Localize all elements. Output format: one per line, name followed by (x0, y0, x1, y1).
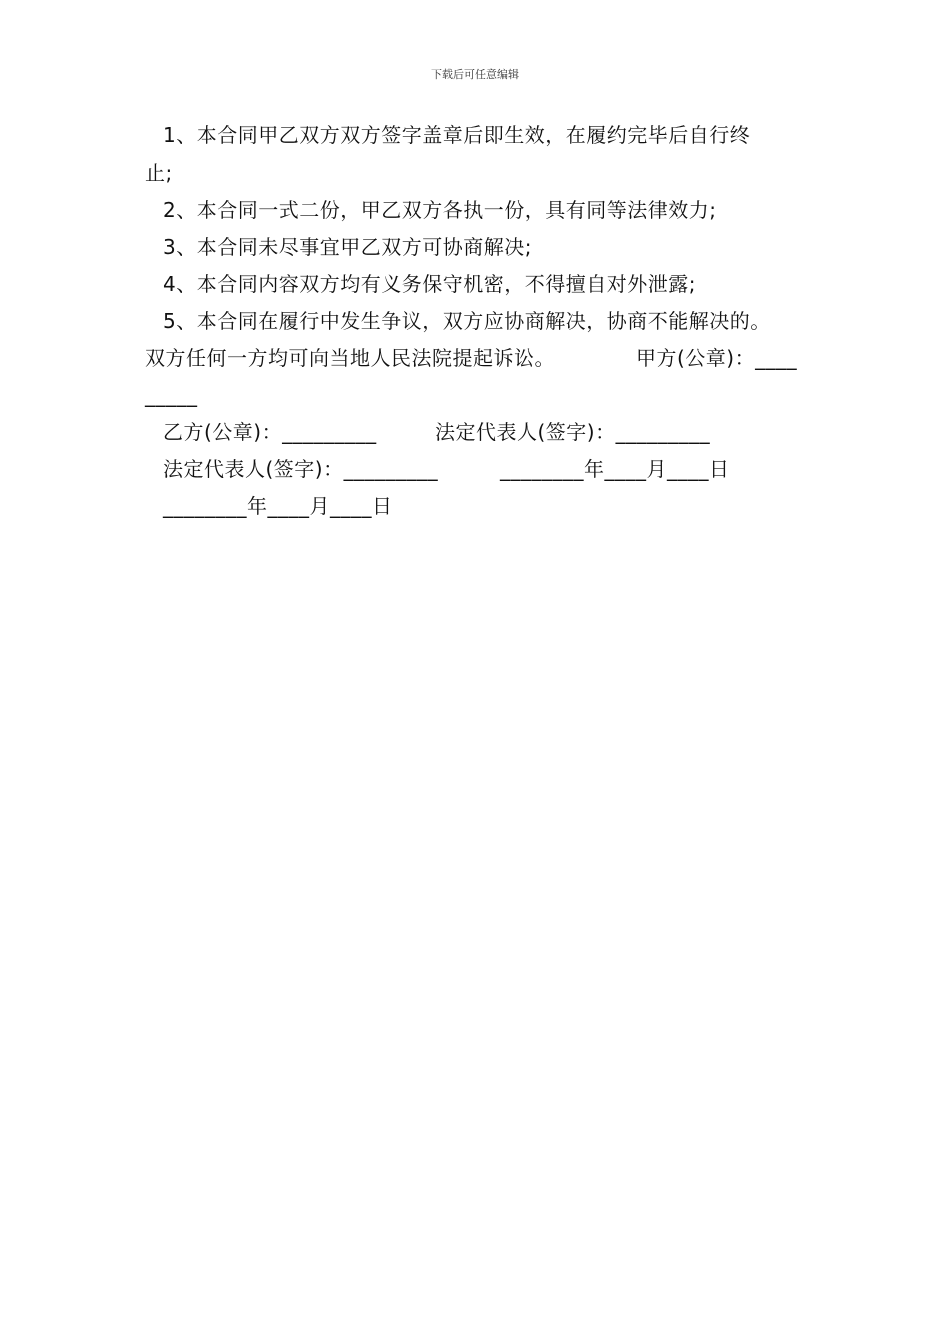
party-a-seal-continued: _____ (145, 383, 198, 407)
party-b-representative: 法定代表人(签字)：_________ (163, 457, 439, 481)
page-header: 下载后可任意编辑 (431, 68, 519, 81)
party-b-seal: 乙方(公章)：_________ (163, 420, 377, 444)
clause-1-line-2: 止; (145, 161, 173, 185)
clause-3: 3、本合同未尽事宜甲乙双方可协商解决; (163, 235, 532, 259)
party-a-representative: 法定代表人(签字)：_________ (435, 420, 711, 444)
clause-5-line-1: 5、本合同在履行中发生争议，双方应协商解决，协商不能解决的。 (163, 309, 771, 333)
clause-2: 2、本合同一式二份，甲乙双方各执一份，具有同等法律效力; (163, 198, 717, 222)
clause-1-line-1: 1、本合同甲乙双方双方签字盖章后即生效，在履约完毕后自行终 (163, 123, 751, 147)
party-a-seal: 甲方(公章)：____ (636, 346, 798, 370)
clause-5-line-2: 双方任何一方均可向当地人民法院提起诉讼。 (145, 346, 555, 370)
party-b-date: ________年____月____日 (163, 494, 393, 518)
clause-4: 4、本合同内容双方均有义务保守机密，不得擅自对外泄露; (163, 272, 696, 296)
party-a-date: ________年____月____日 (500, 457, 730, 481)
